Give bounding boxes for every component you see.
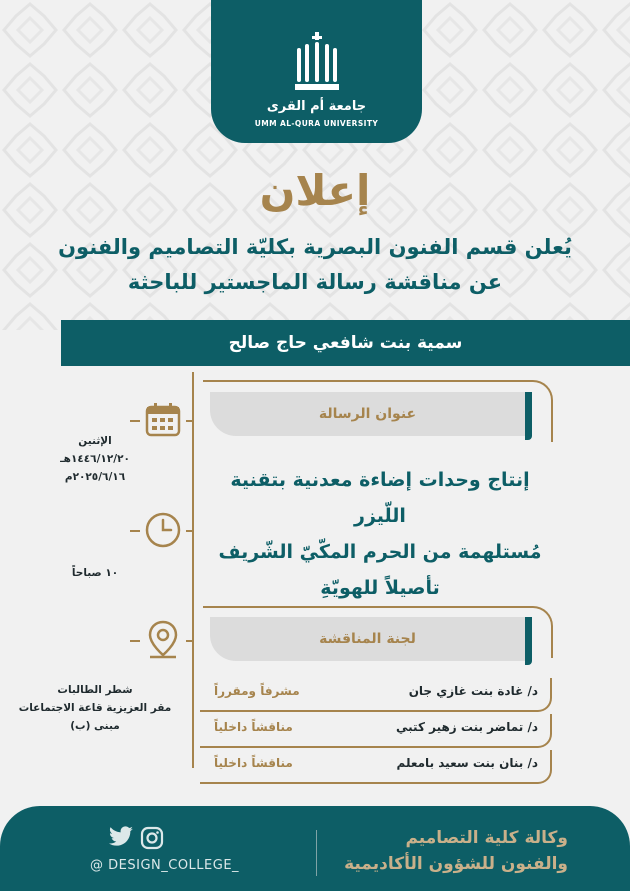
thesis-line-3: تأصيلاً للهويّةِ <box>320 577 440 599</box>
location-line-2: مقر العزيزية قاعة الاجتماعات <box>18 702 172 714</box>
date-block <box>10 432 180 486</box>
footer-line-1: وكالة كلية التصاميم <box>405 828 568 848</box>
university-logo <box>211 0 422 143</box>
footer <box>0 806 630 891</box>
date-gregorian: ٢٠٢٥/٦/١٦م <box>64 471 126 483</box>
footer-line-2: والفنون للشؤون الأكاديمية <box>344 854 568 874</box>
member-name: د/ غادة بنت غازي جان <box>408 684 538 698</box>
member-role: مناقشاً داخلياً <box>214 756 293 770</box>
committee-member <box>200 714 552 748</box>
committee-member <box>200 678 552 712</box>
member-role: مناقشاً داخلياً <box>214 720 293 734</box>
footer-divider <box>316 830 317 876</box>
date-day: الإثنين <box>78 435 112 447</box>
intro-line-2: عن مناقشة رسالة الماجستير للباحثة <box>127 270 503 294</box>
instagram-icon[interactable] <box>140 826 164 850</box>
thesis-header: عنوان الرسالة <box>210 392 525 436</box>
location-line-1: شطر الطالبات <box>57 684 133 696</box>
researcher-name: سمية بنت شافعي حاج صالح <box>61 320 630 366</box>
thesis-title <box>210 462 550 606</box>
member-name: د/ بنان بنت سعيد بامعلم <box>396 756 538 770</box>
time-text: ١٠ صباحاً <box>71 567 119 579</box>
thesis-line-2: مُستلهمة من الحرم المكّيّ الشّريف <box>218 541 542 563</box>
member-name: د/ تماضر بنت زهير كتبي <box>396 720 538 734</box>
logo-english-text: UMM AL-QURA UNIVERSITY <box>254 119 379 128</box>
timeline-line <box>192 372 194 768</box>
committee-header-accent <box>525 617 532 665</box>
thesis-line-1: إنتاج وحدات إضاءة معدنية بتقنية اللّيزر <box>230 469 530 527</box>
location-line-3: مبنى (ب) <box>70 720 120 732</box>
committee-member <box>200 750 552 784</box>
date-hijri: ١٤٤٦/١٢/٢٠هـ <box>60 453 130 465</box>
social-handle[interactable]: @ DESIGN_COLLEGE_ <box>90 858 240 873</box>
thesis-header-accent <box>525 392 532 440</box>
twitter-icon[interactable] <box>108 826 134 848</box>
location-pin-icon <box>140 617 186 663</box>
logo-arabic-text: جامعة أم القرى <box>266 99 367 114</box>
intro-line-1: يُعلن قسم الفنون البصرية بكليّة التصاميم والفنون <box>58 235 572 259</box>
university-emblem-icon <box>293 30 341 92</box>
location-block <box>10 681 180 735</box>
member-role: مشرفاً ومقرراً <box>214 684 300 698</box>
announcement-title: إعلان <box>259 166 371 215</box>
clock-icon <box>140 507 186 553</box>
committee-header: لجنة المناقشة <box>210 617 525 661</box>
